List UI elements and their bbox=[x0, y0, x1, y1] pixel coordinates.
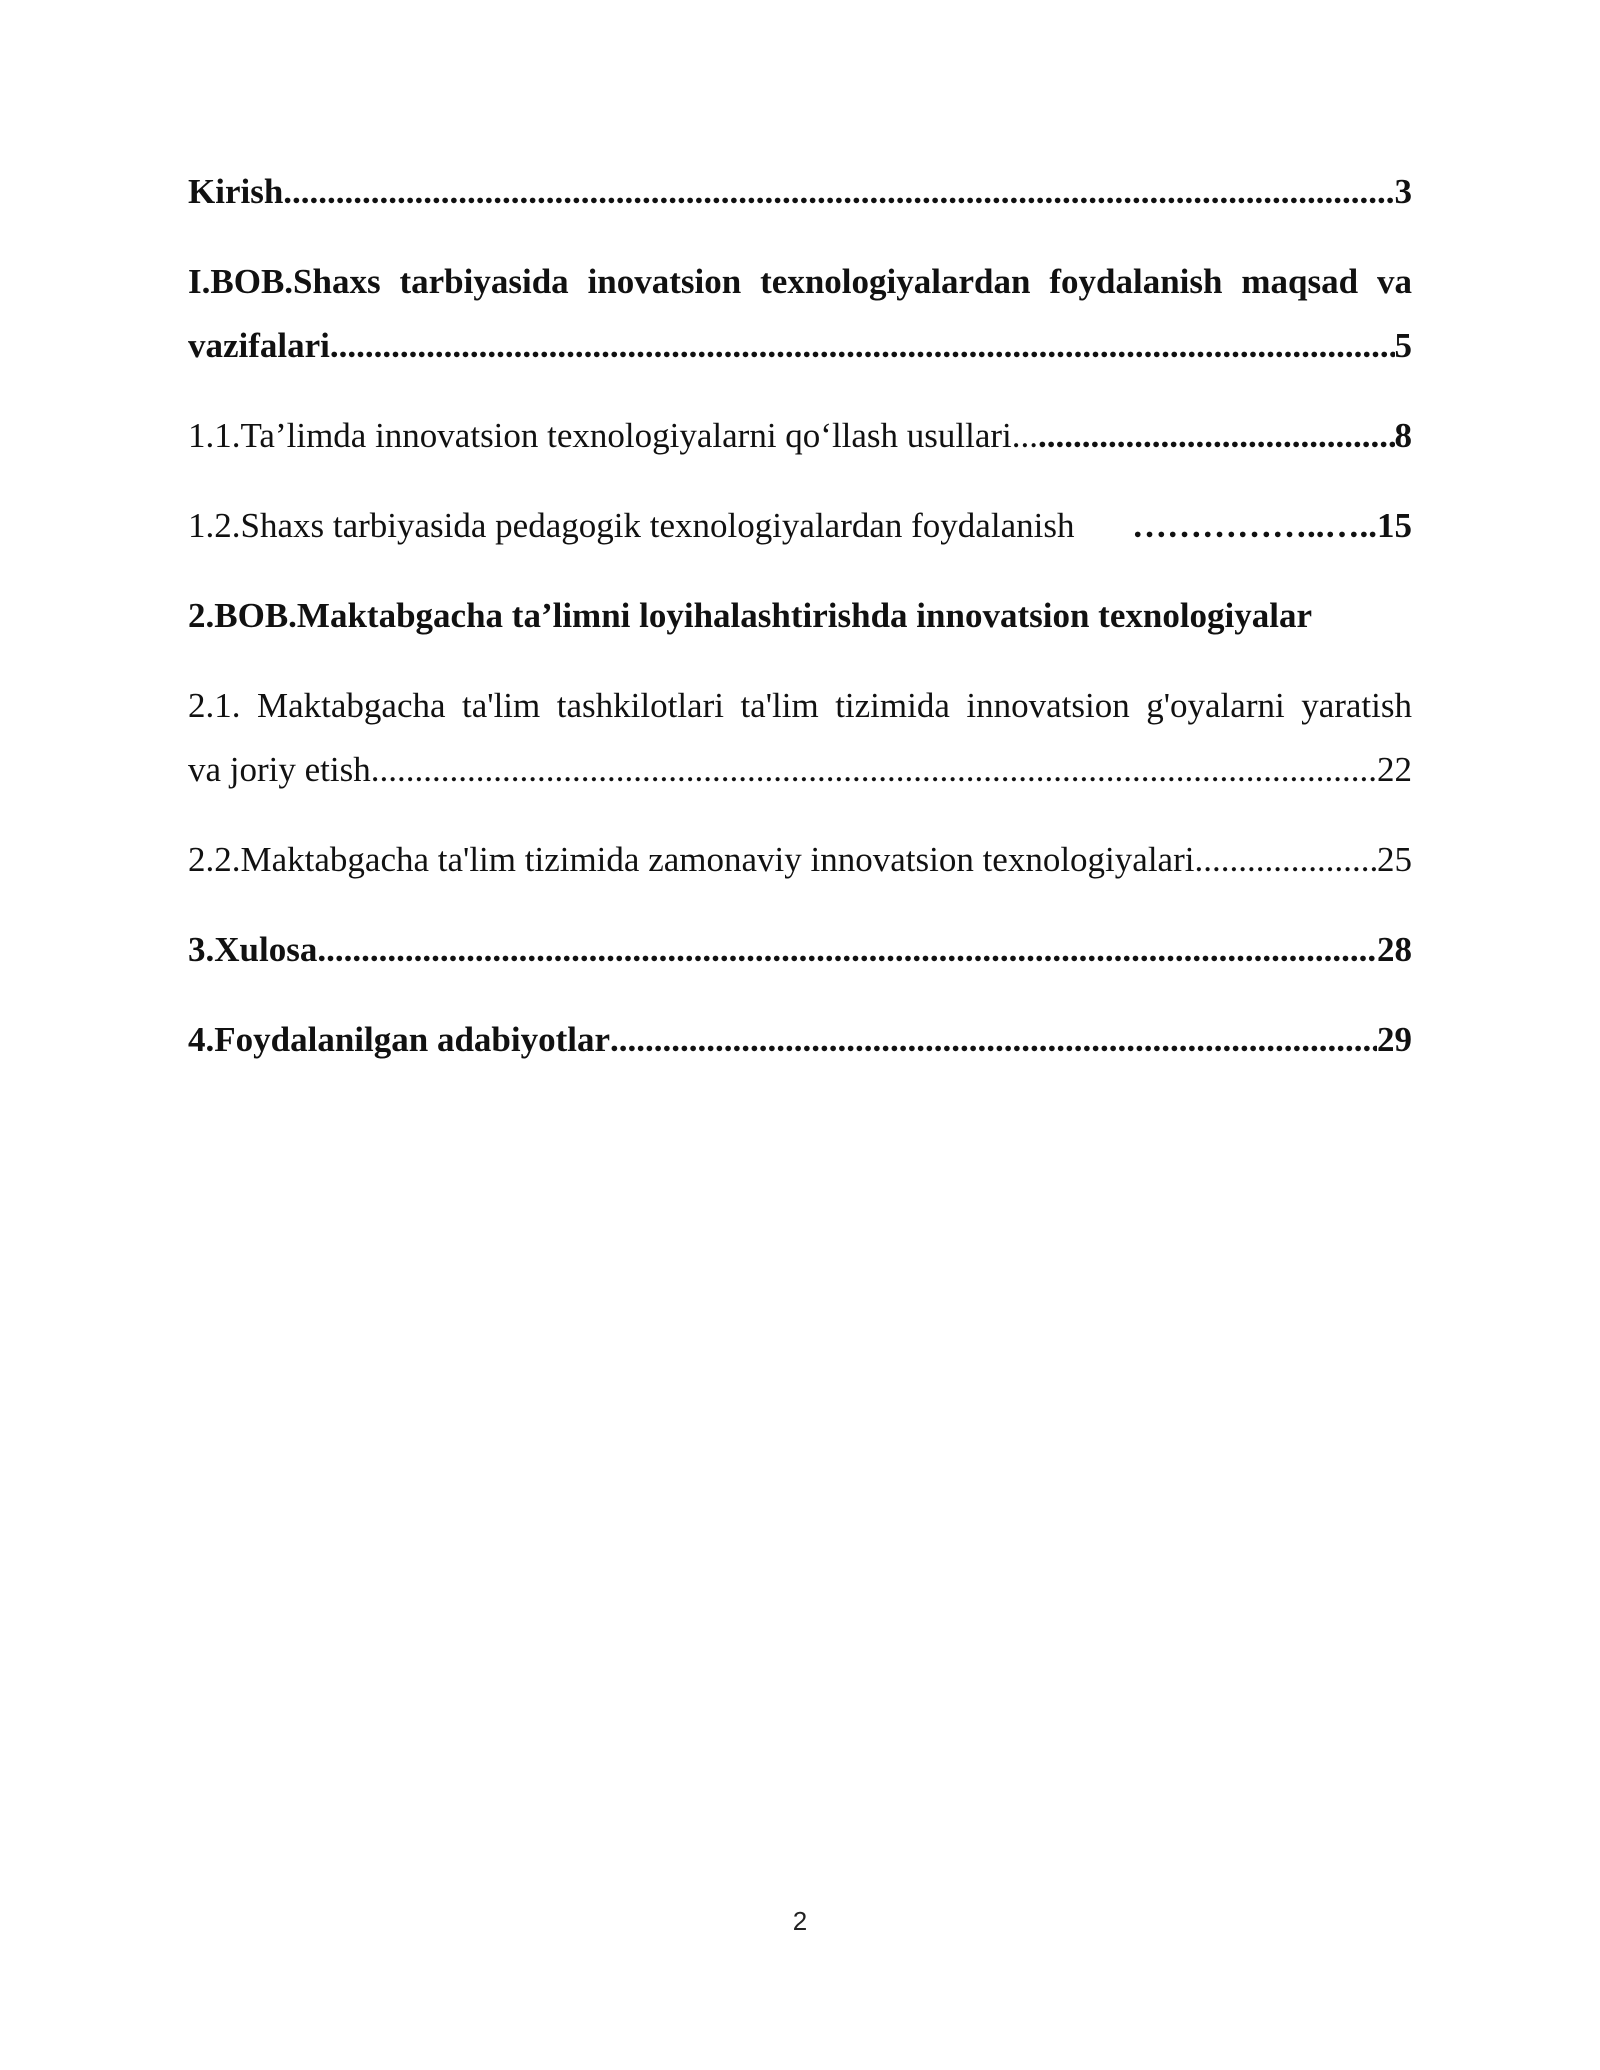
toc-entry-bob1[interactable] bbox=[188, 250, 1412, 378]
toc-entry-bob2[interactable] bbox=[188, 584, 1412, 648]
toc-entry-1-2[interactable] bbox=[188, 494, 1412, 558]
dot-leader bbox=[610, 1008, 1377, 1072]
toc-entry-2-1[interactable] bbox=[188, 674, 1412, 802]
toc-entry-title-line1: 2.1. Maktabgacha ta'lim tashkilotlari ta'lim tizimida innovatsion g'oyalarni yaratish bbox=[188, 686, 1412, 725]
toc-entry-title: 3.Xulosa bbox=[188, 930, 318, 969]
dot-leader bbox=[283, 160, 1394, 224]
toc-page-number: 25 bbox=[1377, 840, 1412, 879]
toc-entry-title: Kirish bbox=[188, 172, 284, 211]
toc-entry-title: 1.1.Ta’limda innovatsion texnologiyalarni qo‘llash usullari... bbox=[188, 416, 1039, 455]
dot-leader: ……………..… bbox=[1132, 506, 1360, 545]
footer-page-number: 2 bbox=[792, 1906, 808, 1936]
toc-entry-adabiyotlar[interactable] bbox=[188, 1008, 1412, 1072]
dot-leader bbox=[330, 314, 1395, 378]
toc-entry-title-line2: va joriy etish bbox=[188, 750, 371, 789]
table-of-contents bbox=[188, 160, 1412, 1072]
toc-page-number: 29 bbox=[1377, 1020, 1412, 1059]
toc-entry-title-line2-row bbox=[188, 738, 1412, 802]
toc-entry-title-line1: I.BOB.Shaxs tarbiyasida inovatsion texnologiyalardan foydalanish maqsad va bbox=[188, 262, 1412, 301]
toc-entry-title: 4.Foydalanilgan adabiyotlar bbox=[188, 1020, 611, 1059]
dot-leader bbox=[317, 918, 1377, 982]
toc-page-number: 28 bbox=[1377, 930, 1412, 969]
toc-page-number: 3 bbox=[1394, 172, 1412, 211]
toc-page-number: 8 bbox=[1394, 416, 1412, 455]
toc-entry-title-line2: vazifalari bbox=[188, 326, 330, 365]
toc-page-number: 5 bbox=[1394, 326, 1412, 365]
toc-entry-title-line2-row bbox=[188, 314, 1412, 378]
toc-entry-2-2[interactable] bbox=[188, 828, 1412, 892]
toc-entry-title: 2.2.Maktabgacha ta'lim tizimida zamonaviy innovatsion texnologiyalari bbox=[188, 840, 1195, 879]
dot-leader bbox=[1194, 828, 1377, 892]
toc-entry-title: 1.2.Shaxs tarbiyasida pedagogik texnologiyalardan foydalanish bbox=[188, 506, 1075, 545]
toc-page-number: ..15 bbox=[1359, 506, 1412, 545]
dot-leader bbox=[1038, 404, 1394, 468]
toc-entry-xulosa[interactable] bbox=[188, 918, 1412, 982]
toc-entry-title: 2.BOB.Maktabgacha ta’limni loyihalashtirishda innovatsion texnologiyalar bbox=[188, 596, 1313, 635]
dot-leader bbox=[371, 738, 1377, 802]
toc-entry-1-1[interactable] bbox=[188, 404, 1412, 468]
toc-entry-kirish[interactable] bbox=[188, 160, 1412, 224]
toc-page-number: 22 bbox=[1377, 750, 1412, 789]
